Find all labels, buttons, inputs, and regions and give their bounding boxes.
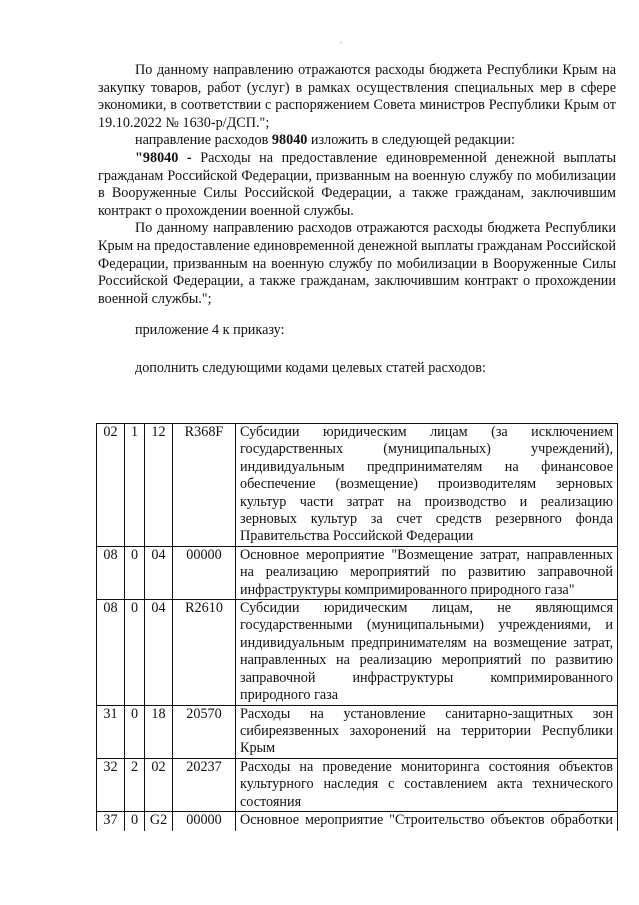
table-row	[97, 546, 618, 599]
code-part-3-cell: 12	[145, 424, 173, 547]
header-mark: .	[340, 36, 342, 45]
paragraph-2-pre: направление расходов	[135, 132, 272, 149]
description-cell: Основное мероприятие "Возмещение затрат, направленных на реализацию мероприятий по развитию заправочной инфраструктуры компримированного природного газа"	[236, 546, 618, 599]
body-text	[98, 62, 616, 378]
paragraph-5: приложение 4 к приказу:	[135, 322, 285, 339]
paragraph-6: дополнить следующими кодами целевых статей расходов:	[135, 359, 486, 376]
description-cell: Субсидии юридическим лицам, не являющимся государственными (муниципальными) учреждениями, и индивидуальным предпринимателям на возмещение затрат, направленных на реализацию мероприятий по развитию заправочной инфраструктуры компримированного природного газа	[236, 600, 618, 705]
code-part-1-cell: 37	[97, 811, 125, 847]
table-row	[97, 705, 618, 758]
code-part-1-cell: 31	[97, 705, 125, 758]
description-cell: Субсидии юридическим лицам (за исключением государственных (муниципальных) учреждений), индивидуальным предпринимателям на финансовое обеспечение (возмещение) производителям зерновых культур части затрат на производство и реализацию зерновых культур за счет средств резервного фонда Правительства Российской Федерации	[236, 424, 618, 547]
code-part-3-cell: 18	[145, 705, 173, 758]
paragraph-2	[98, 132, 616, 150]
table-row	[97, 600, 618, 705]
code-part-4-cell: 00000	[173, 811, 236, 847]
code-part-4-cell: R2610	[173, 600, 236, 705]
code-part-2-cell: 0	[125, 705, 145, 758]
code-part-1-cell: 08	[97, 546, 125, 599]
paragraph-3-code: "98040 -	[135, 149, 192, 166]
target-codes-table-body	[97, 424, 618, 848]
code-part-1-cell: 08	[97, 600, 125, 705]
page-bottom-margin	[0, 831, 639, 905]
paragraph-2-code: 98040	[271, 132, 308, 149]
code-part-1-cell: 02	[97, 424, 125, 547]
code-part-2-cell: 0	[125, 600, 145, 705]
paragraph-1: По данному направлению отражаются расходы бюджета Республики Крым на закупку товаров, работ (услуг) в рамках осуществления специальных мер в сфере экономики, в соответствии с распоряжением Совета министров Республики Крым от 19.10.2022 № 1630-р/ДСП.";	[98, 62, 616, 131]
description-cell: Расходы на установление санитарно-защитных зон сибиреязвенных захоронений на территории Республики Крым	[236, 705, 618, 758]
code-part-2-cell: 0	[125, 811, 145, 847]
code-part-4-cell: 20570	[173, 705, 236, 758]
code-part-2-cell: 1	[125, 424, 145, 547]
code-part-2-cell: 2	[125, 758, 145, 811]
code-part-2-cell: 0	[125, 546, 145, 599]
code-part-1-cell: 32	[97, 758, 125, 811]
table-row	[97, 424, 618, 547]
table-row	[97, 758, 618, 811]
target-codes-table	[96, 423, 618, 848]
code-part-3-cell: G2	[145, 811, 173, 847]
paragraph-4: По данному направлению расходов отражаются расходы бюджета Республики Крым на предоставление единовременной денежной выплаты гражданам Российской Федерации, призванным на военную службу по мобилизации в Вооруженные Силы Российской Федерации, а также гражданам, заключившим контракт о прохождении военной службы.";	[98, 220, 616, 307]
paragraph-2-post: изложить в следующей редакции:	[307, 132, 515, 149]
code-part-4-cell: 20237	[173, 758, 236, 811]
paragraph-3	[98, 150, 616, 220]
code-part-4-cell: 00000	[173, 546, 236, 599]
description-cell: Расходы на проведение мониторинга состояния объектов культурного наследия с составлением акта технического состояния	[236, 758, 618, 811]
paragraph-3-text: Расходы на предоставление единовременной денежной выплаты гражданам Российской Федерации, призванным на военную службу по мобилизации в Вооруженные Силы Российской Федерации, а также гражданам, заключившим контракт о прохождении военной службы.	[98, 149, 616, 219]
code-part-3-cell: 04	[145, 546, 173, 599]
code-part-4-cell: R368F	[173, 424, 236, 547]
description-cell: Основное мероприятие "Строительство объектов обработки	[236, 811, 618, 847]
code-part-3-cell: 02	[145, 758, 173, 811]
code-part-3-cell: 04	[145, 600, 173, 705]
